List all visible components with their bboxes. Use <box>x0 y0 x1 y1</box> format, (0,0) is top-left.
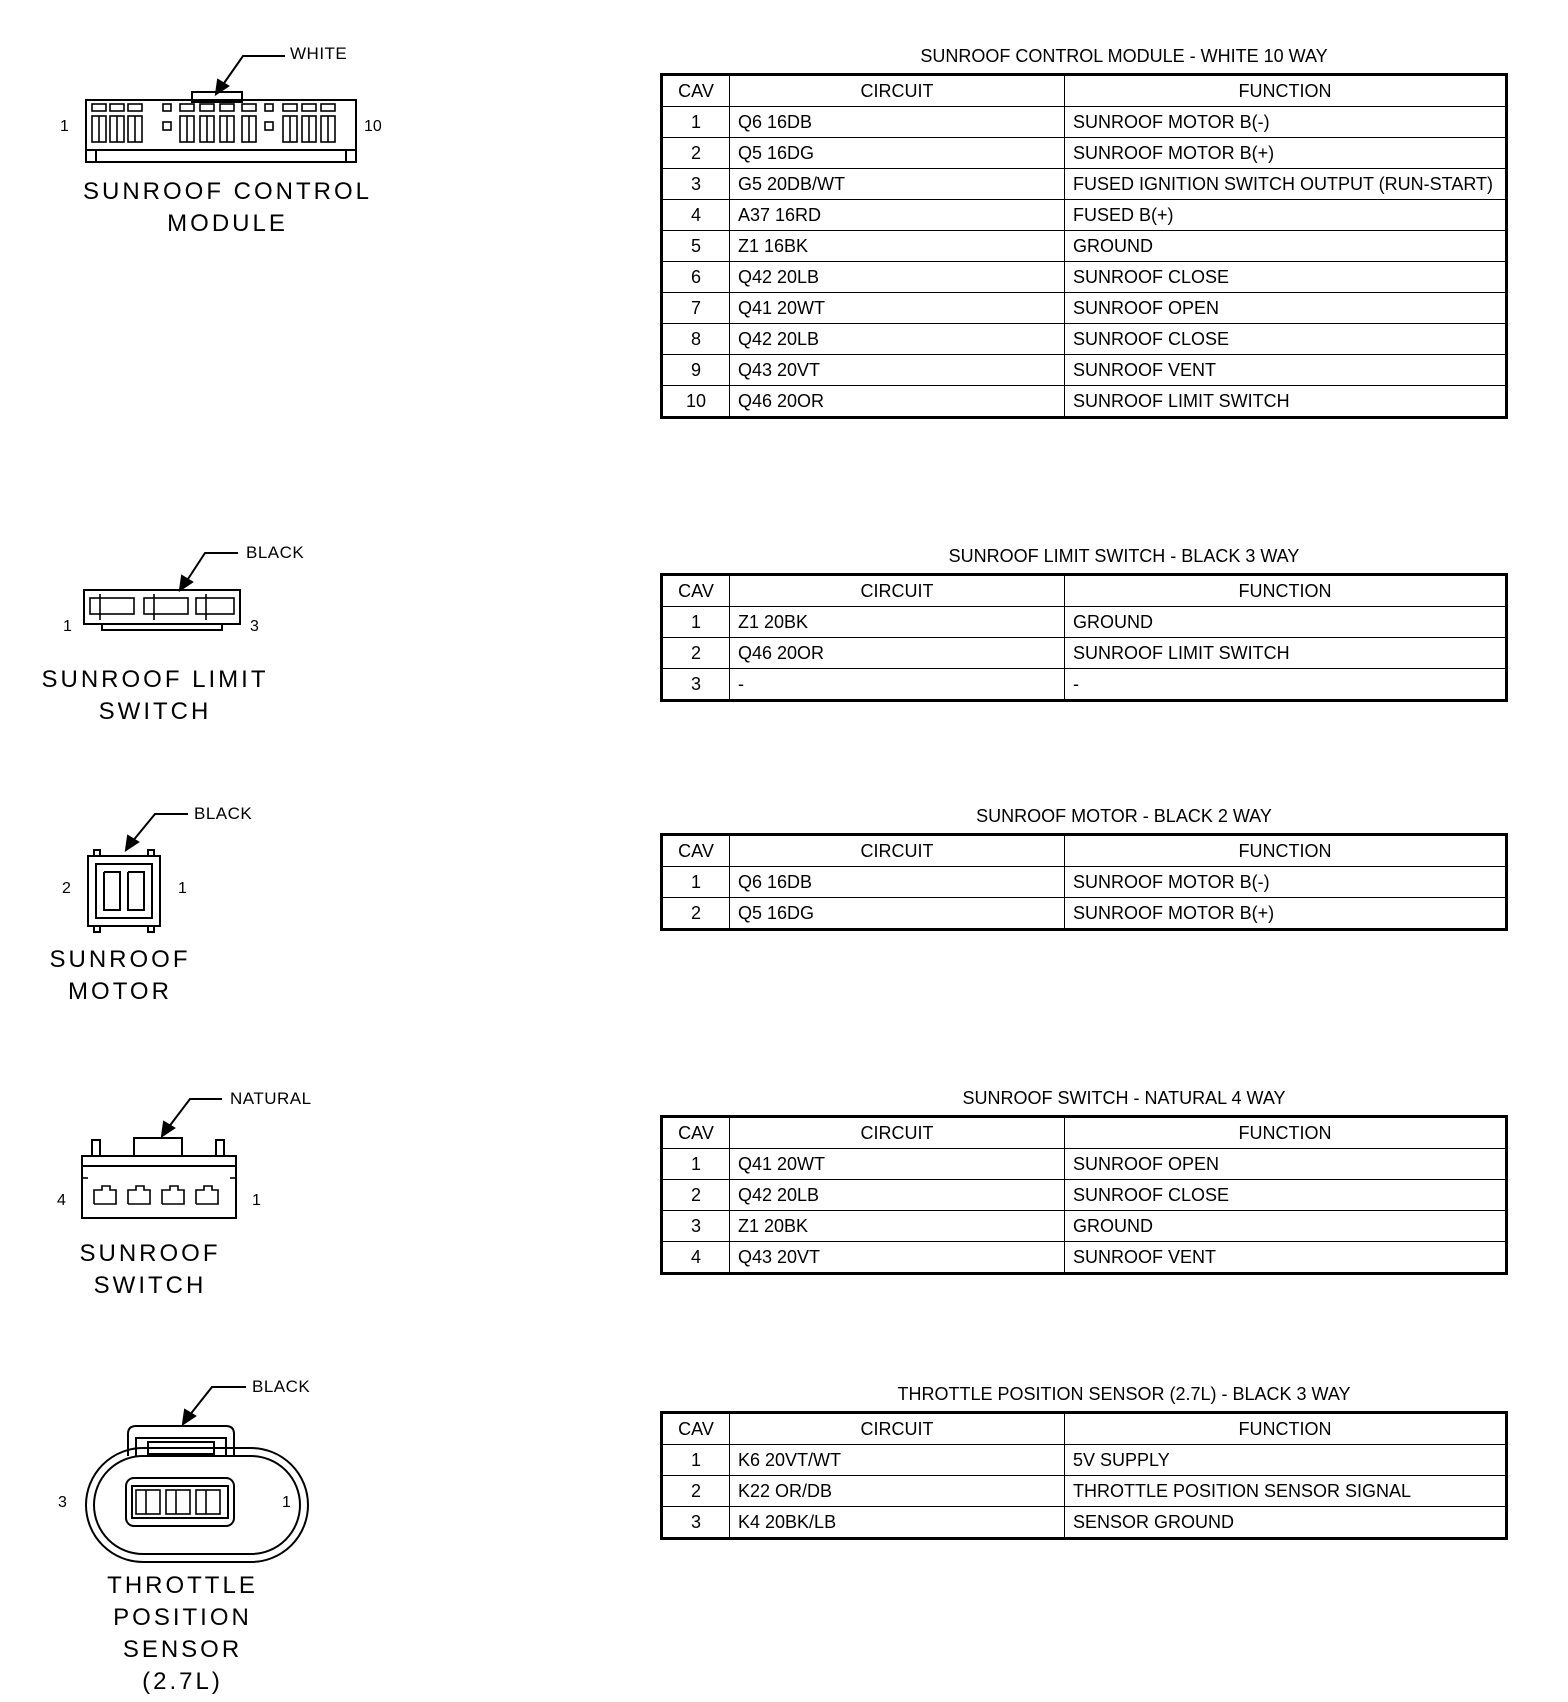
table-row <box>662 638 1507 669</box>
circuit-cell: A37 16RD <box>730 200 1065 231</box>
function-cell: SUNROOF MOTOR B(-) <box>1065 867 1507 898</box>
table-row <box>662 107 1507 138</box>
pin-label-left: 4 <box>57 1192 66 1209</box>
function-cell: GROUND <box>1065 231 1507 262</box>
function-cell: SUNROOF CLOSE <box>1065 1180 1507 1211</box>
circuit-cell: Q43 20VT <box>730 355 1065 386</box>
header-cav: CAV <box>662 575 730 607</box>
header-function: FUNCTION <box>1065 575 1507 607</box>
pinout-table <box>660 73 1508 419</box>
pinout-table-section <box>660 1384 1508 1540</box>
cav-cell: 2 <box>662 638 730 669</box>
table-row <box>662 669 1507 701</box>
table-row <box>662 898 1507 930</box>
cav-cell: 1 <box>662 607 730 638</box>
connector-name-line: SUNROOF <box>79 1240 221 1267</box>
table-header-row <box>662 575 1507 607</box>
header-circuit: CIRCUIT <box>730 1117 1065 1149</box>
table-row <box>662 1445 1507 1476</box>
table-title: SUNROOF LIMIT SWITCH - BLACK 3 WAY <box>948 546 1300 566</box>
pin-label-right: 10 <box>364 118 382 135</box>
table-title: THROTTLE POSITION SENSOR (2.7L) - BLACK 3 WAY <box>897 1384 1351 1404</box>
cav-cell: 3 <box>662 1211 730 1242</box>
header-circuit: CIRCUIT <box>730 575 1065 607</box>
header-cav: CAV <box>662 1117 730 1149</box>
cav-cell: 6 <box>662 262 730 293</box>
header-function: FUNCTION <box>1065 1117 1507 1149</box>
header-function: FUNCTION <box>1065 75 1507 107</box>
pin-label-right: 1 <box>252 1192 261 1209</box>
connector-name-line: SWITCH <box>93 1272 207 1299</box>
function-cell: FUSED IGNITION SWITCH OUTPUT (RUN-START) <box>1065 169 1507 200</box>
function-cell: SUNROOF MOTOR B(-) <box>1065 107 1507 138</box>
cav-cell: 5 <box>662 231 730 262</box>
cav-cell: 4 <box>662 1242 730 1274</box>
circuit-cell: Q42 20LB <box>730 324 1065 355</box>
circuit-cell: Q41 20WT <box>730 1149 1065 1180</box>
pin-label-right: 1 <box>282 1494 291 1511</box>
table-title: SUNROOF CONTROL MODULE - WHITE 10 WAY <box>920 46 1328 66</box>
circuit-cell: Q46 20OR <box>730 386 1065 418</box>
function-cell: SUNROOF MOTOR B(+) <box>1065 898 1507 930</box>
table-row <box>662 1476 1507 1507</box>
table-row <box>662 262 1507 293</box>
function-cell: THROTTLE POSITION SENSOR SIGNAL <box>1065 1476 1507 1507</box>
circuit-cell: Z1 16BK <box>730 231 1065 262</box>
pin-label-right: 3 <box>250 618 259 635</box>
table-header-row <box>662 1413 1507 1445</box>
table-row <box>662 1149 1507 1180</box>
function-cell: - <box>1065 669 1507 701</box>
circuit-cell: Q42 20LB <box>730 1180 1065 1211</box>
table-row <box>662 355 1507 386</box>
connector-color-label: BLACK <box>194 804 253 823</box>
table-row <box>662 169 1507 200</box>
table-row <box>662 1180 1507 1211</box>
function-cell: SUNROOF MOTOR B(+) <box>1065 138 1507 169</box>
function-cell: SUNROOF OPEN <box>1065 293 1507 324</box>
cav-cell: 4 <box>662 200 730 231</box>
cav-cell: 3 <box>662 669 730 701</box>
circuit-cell: G5 20DB/WT <box>730 169 1065 200</box>
cav-cell: 2 <box>662 138 730 169</box>
table-header-row <box>662 75 1507 107</box>
pin-label-right: 1 <box>178 880 187 897</box>
connector-name <box>40 176 415 240</box>
connector-name-line: SWITCH <box>98 698 212 725</box>
cav-cell: 2 <box>662 1476 730 1507</box>
pin-label-left: 3 <box>58 1494 67 1511</box>
pinout-table <box>660 1115 1508 1275</box>
circuit-cell: Q5 16DG <box>730 898 1065 930</box>
pinout-table <box>660 833 1508 931</box>
cav-cell: 3 <box>662 1507 730 1539</box>
cav-cell: 1 <box>662 1445 730 1476</box>
table-header-row <box>662 835 1507 867</box>
connector-color-label: WHITE <box>290 44 348 63</box>
table-row <box>662 386 1507 418</box>
header-function: FUNCTION <box>1065 835 1507 867</box>
connector-name <box>40 1570 325 1698</box>
function-cell: SUNROOF LIMIT SWITCH <box>1065 638 1507 669</box>
table-row <box>662 200 1507 231</box>
circuit-cell: Q6 16DB <box>730 107 1065 138</box>
table-row <box>662 138 1507 169</box>
header-circuit: CIRCUIT <box>730 835 1065 867</box>
pinout-table-section <box>660 546 1508 702</box>
pinout-table-section <box>660 46 1508 419</box>
cav-cell: 10 <box>662 386 730 418</box>
function-cell: SENSOR GROUND <box>1065 1507 1507 1539</box>
function-cell: SUNROOF VENT <box>1065 355 1507 386</box>
cav-cell: 1 <box>662 1149 730 1180</box>
circuit-cell: Z1 20BK <box>730 607 1065 638</box>
pinout-table-section <box>660 806 1508 931</box>
cav-cell: 1 <box>662 867 730 898</box>
connector-color-label: BLACK <box>252 1377 311 1396</box>
header-cav: CAV <box>662 1413 730 1445</box>
function-cell: SUNROOF VENT <box>1065 1242 1507 1274</box>
table-row <box>662 324 1507 355</box>
cav-cell: 8 <box>662 324 730 355</box>
table-row <box>662 607 1507 638</box>
table-title: SUNROOF SWITCH - NATURAL 4 WAY <box>962 1088 1286 1108</box>
circuit-cell: Q46 20OR <box>730 638 1065 669</box>
function-cell: SUNROOF CLOSE <box>1065 262 1507 293</box>
table-row <box>662 1507 1507 1539</box>
pinout-table-section <box>660 1088 1508 1275</box>
connector-name <box>40 664 270 728</box>
circuit-cell: Q43 20VT <box>730 1242 1065 1274</box>
circuit-cell: Q41 20WT <box>730 293 1065 324</box>
connector-name <box>40 944 200 1008</box>
cav-cell: 2 <box>662 898 730 930</box>
pin-label-left: 1 <box>63 618 72 635</box>
connector-name-line: SUNROOF LIMIT <box>41 666 269 693</box>
table-row <box>662 867 1507 898</box>
connector-name-line: MOTOR <box>68 978 172 1005</box>
pin-label-left: 2 <box>62 880 71 897</box>
connector-name-line: SENSOR <box>122 1636 243 1663</box>
pinout-table <box>660 1411 1508 1540</box>
connector-color-label: BLACK <box>246 543 305 562</box>
table-row <box>662 1211 1507 1242</box>
circuit-cell: Q6 16DB <box>730 867 1065 898</box>
function-cell: FUSED B(+) <box>1065 200 1507 231</box>
function-cell: SUNROOF LIMIT SWITCH <box>1065 386 1507 418</box>
cav-cell: 7 <box>662 293 730 324</box>
circuit-cell: Z1 20BK <box>730 1211 1065 1242</box>
header-function: FUNCTION <box>1065 1413 1507 1445</box>
circuit-cell: K6 20VT/WT <box>730 1445 1065 1476</box>
circuit-cell: Q5 16DG <box>730 138 1065 169</box>
circuit-cell: K22 OR/DB <box>730 1476 1065 1507</box>
table-row <box>662 231 1507 262</box>
table-row <box>662 1242 1507 1274</box>
function-cell: SUNROOF OPEN <box>1065 1149 1507 1180</box>
function-cell: GROUND <box>1065 1211 1507 1242</box>
connector-color-label: NATURAL <box>230 1089 312 1108</box>
circuit-cell: Q42 20LB <box>730 262 1065 293</box>
header-circuit: CIRCUIT <box>730 75 1065 107</box>
function-cell: SUNROOF CLOSE <box>1065 324 1507 355</box>
cav-cell: 9 <box>662 355 730 386</box>
header-circuit: CIRCUIT <box>730 1413 1065 1445</box>
header-cav: CAV <box>662 75 730 107</box>
cav-cell: 2 <box>662 1180 730 1211</box>
cav-cell: 3 <box>662 169 730 200</box>
connector-drawing-4-way <box>0 1040 420 1260</box>
connector-name <box>70 1238 230 1302</box>
connector-name-line: MODULE <box>167 210 288 237</box>
circuit-cell: K4 20BK/LB <box>730 1507 1065 1539</box>
connector-name-line: THROTTLE POSITION <box>107 1572 258 1631</box>
circuit-cell: - <box>730 669 1065 701</box>
connector-name-line: SUNROOF CONTROL <box>82 178 372 205</box>
table-title: SUNROOF MOTOR - BLACK 2 WAY <box>976 806 1272 826</box>
table-row <box>662 293 1507 324</box>
function-cell: 5V SUPPLY <box>1065 1445 1507 1476</box>
table-header-row <box>662 1117 1507 1149</box>
function-cell: GROUND <box>1065 607 1507 638</box>
pin-label-left: 1 <box>60 118 69 135</box>
header-cav: CAV <box>662 835 730 867</box>
cav-cell: 1 <box>662 107 730 138</box>
connector-name-line: (2.7L) <box>142 1668 223 1695</box>
connector-name-line: SUNROOF <box>49 946 191 973</box>
pinout-table <box>660 573 1508 702</box>
